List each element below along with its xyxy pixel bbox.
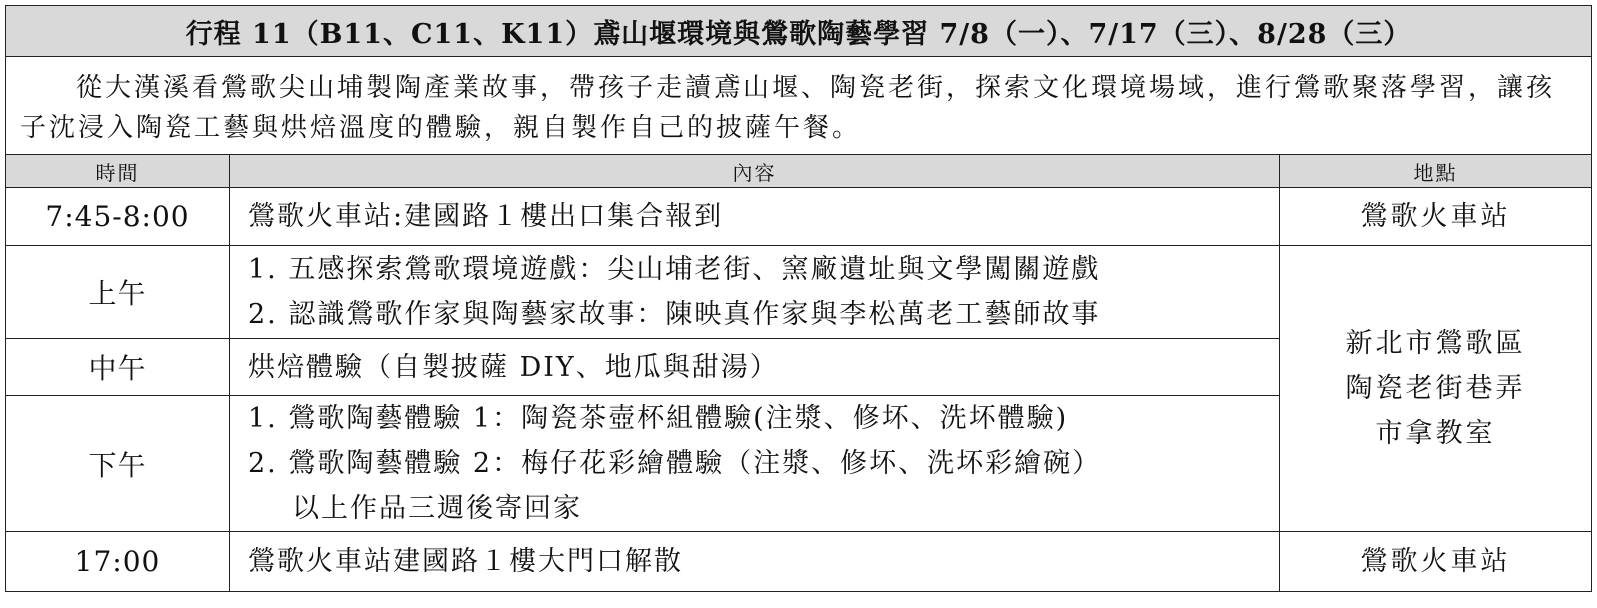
content-line: 鶯歌火車站建國路１樓大門口解散: [248, 546, 683, 577]
content-line: 1. 鶯歌陶藝體驗 1：陶瓷茶壺杯組體驗(注漿、修坏、洗坏體驗): [248, 403, 1069, 434]
table-row: [6, 246, 1592, 339]
content-line: 以上作品三週後寄回家: [292, 493, 582, 524]
itinerary-title: 行程 11（B11、C11、K11）鳶山堰環境與鶯歌陶藝學習 7/8（一）、7/17（三）、8/28（三）: [6, 6, 1592, 57]
table-row: [6, 188, 1592, 246]
content-cell: [230, 188, 1280, 246]
place-line: 新北市鶯歌區: [1345, 328, 1526, 359]
itinerary-intro: 從大漢溪看鶯歌尖山埔製陶產業故事，帶孩子走讀鳶山堰、陶瓷老街，探索文化環境場域，進行鶯歌聚落學習，讓孩子沈浸入陶瓷工藝與烘焙溫度的體驗，親自製作自己的披薩午餐。: [6, 57, 1592, 155]
place-line: 陶瓷老街巷弄: [1345, 373, 1526, 404]
content-cell: [230, 532, 1280, 592]
place-cell: 鶯歌火車站: [1280, 188, 1592, 246]
time-cell: 下午: [6, 396, 230, 532]
time-cell: 上午: [6, 246, 230, 339]
content-line: 烘焙體驗（自製披薩 DIY、地瓜與甜湯）: [248, 351, 779, 383]
content-line: 2. 認識鶯歌作家與陶藝家故事：陳映真作家與李松萬老工藝師故事: [248, 299, 1101, 330]
place-cell-merged: [1280, 246, 1592, 532]
content-line: 鶯歌火車站:建國路１樓出口集合報到: [248, 201, 724, 232]
content-cell: [230, 339, 1280, 396]
time-cell: 中午: [6, 339, 230, 396]
place-cell: 鶯歌火車站: [1280, 532, 1592, 592]
itinerary-document: [5, 5, 1591, 592]
content-cell: [230, 246, 1280, 339]
time-cell: 7:45-8:00: [6, 188, 230, 246]
content-line: 1. 五感探索鶯歌環境遊戲：尖山埔老街、窯廠遺址與文學闖關遊戲: [248, 254, 1101, 285]
table-row: [6, 532, 1592, 592]
header-content: 內容: [230, 155, 1280, 188]
itinerary-table: [5, 5, 1592, 592]
header-place: 地點: [1280, 155, 1592, 188]
place-line: 市拿教室: [1375, 418, 1496, 449]
header-time: 時間: [6, 155, 230, 188]
content-cell: [230, 396, 1280, 532]
time-cell: 17:00: [6, 532, 230, 592]
content-line: 2. 鶯歌陶藝體驗 2：梅仔花彩繪體驗（注漿、修坏、洗坏彩繪碗）: [248, 448, 1102, 479]
